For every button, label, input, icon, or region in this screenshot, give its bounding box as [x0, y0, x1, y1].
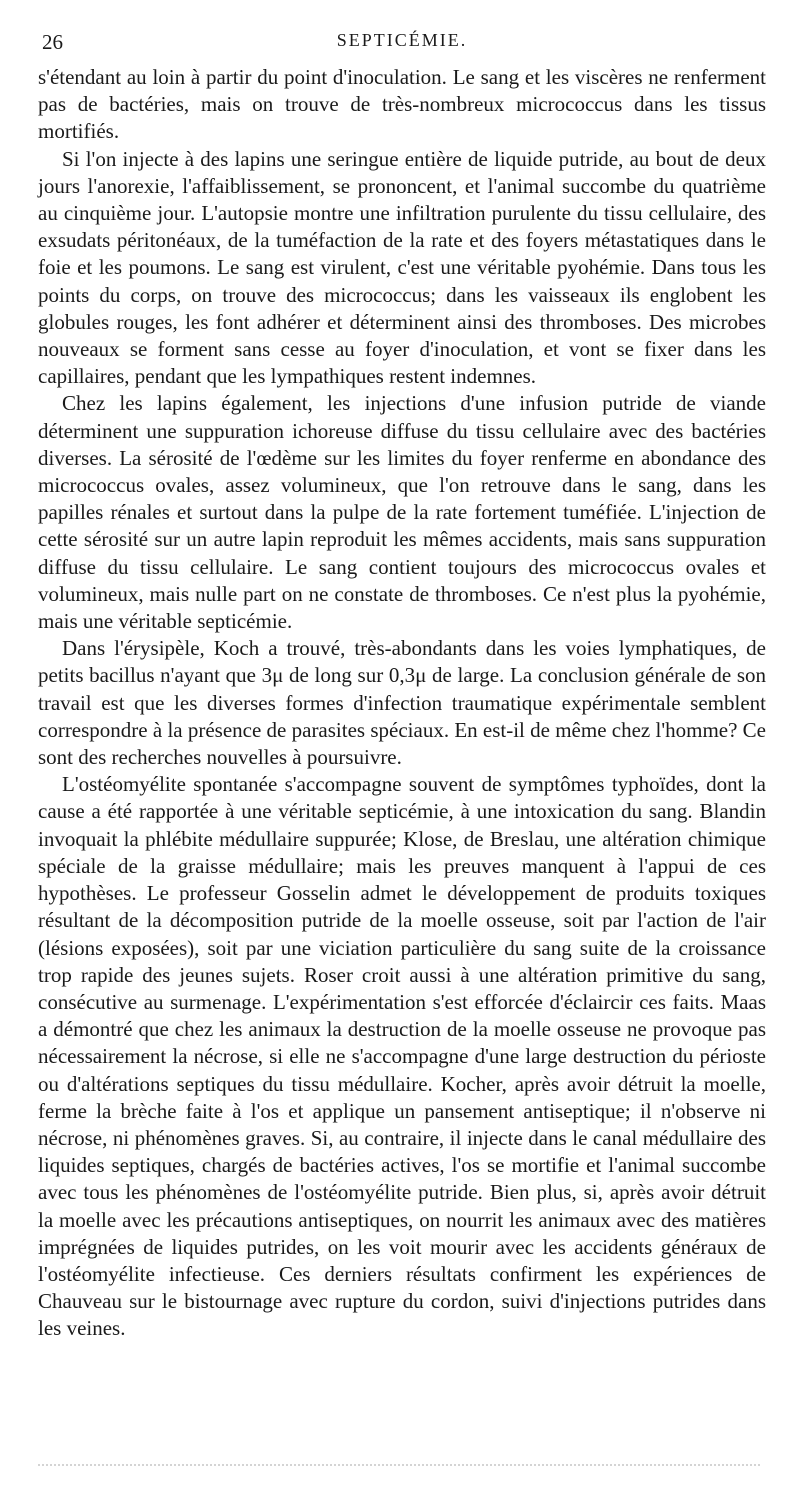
paragraph-continuation: s'étendant au loin à partir du point d'inoculation. Le sang et les viscères ne renferment pas de bactéries, mais on trouve de très-nombreux micrococcus dans les tissus mortifiés. — [38, 65, 766, 144]
paragraph-osteomyelite: L'ostéomyélite spontanée s'accompagne souvent de symptômes typhoïdes, dont la cause a été rapportée à une véritable septicémie, à une intoxication du sang. Blandin invoquait la phlébite médullaire suppurée; Klose, de Breslau, une altération chimique spéciale de la graisse médullaire; mais les preuves manquent à l'appui de ces hypothèses. Le professeur Gosselin admet le développement de produits toxiques résultant de la décomposition putride de la moelle osseuse, soit par l'action de l'air (lésions exposées), soit par une viciation particulière du sang suite de la croissance trop rapide des jeunes sujets. Roser croit aussi à une altération primitive du sang, consécutive au surmenage. L'expérimentation s'est efforcée d'éclaircir ces faits. Maas a démontré que chez les animaux la destruction de la moelle osseuse ne provoque pas nécessairement la nécrose, si elle ne s'accompagne d'une large destruction du périoste ou d'altérations septiques du tissu médullaire. Kocher, après avoir détruit la moelle, ferme la brèche faite à l'os et applique un pansement antiseptique; il n'observe ni nécrose, ni phénomènes graves. Si, au contraire, il injecte dans le canal médullaire des liquides septiques, chargés de bactéries actives, l'os se mortifie et l'animal succombe avec tous les phénomènes de l'ostéomyélite putride. Bien plus, si, après avoir détruit la moelle avec les précautions antiseptiques, on nourrit les animaux avec des matières imprégnées de liquides putrides, on les voit mourir avec les accidents généraux de l'ostéomyélite infectieuse. Ces derniers résultats confirment les expériences de Chauveau sur le bistournage avec rupture du cordon, suivi d'injections putrides dans les veines. — [38, 772, 766, 1341]
page-header — [38, 26, 766, 58]
paragraph-lapins-seringue: Si l'on injecte à des lapins une seringue entière de liquide putride, au bout de deux jours l'anorexie, l'affaiblissement, se prononcent, et l'animal succombe du quatrième au cinquième jour. L'autopsie montre une infiltration purulente du tissu cellulaire, des exsudats péritonéaux, de la tuméfaction de la rate et des foyers métastatiques dans le foie et les poumons. Le sang est virulent, c'est une véritable pyohémie. Dans tous les points du corps, on trouve des micrococcus; dans les vaisseaux ils englobent les globules rouges, les font adhérer et déterminent ainsi des thromboses. Des microbes nouveaux se forment sans cesse au foyer d'inoculation, et vont se fixer dans les capillaires, pendant que les lympathiques restent indemnes. — [38, 146, 766, 389]
page-number: 26 — [42, 30, 63, 54]
footer-artifact-line — [38, 1458, 760, 1466]
book-page — [38, 26, 766, 1343]
running-title: SEPTICÉMIE. — [336, 30, 468, 50]
paragraph-erysipele: Dans l'érysipèle, Koch a trouvé, très-abondants dans les voies lymphatiques, de petits bacillus n'ayant que 3μ de long sur 0,3μ de large. La conclusion générale de son travail est que les diverses formes d'infection traumatique expérimentale semblent correspondre à la présence de parasites spéciaux. En est-il de même chez l'homme? Ce sont des recherches nouvelles à poursuivre. — [38, 636, 766, 770]
body-text — [38, 64, 766, 1343]
paragraph-lapins-infusion: Chez les lapins également, les injections d'une infusion putride de viande déterminent une suppuration ichoreuse diffuse du tissu cellulaire avec des bactéries diverses. La sérosité de l'œdème sur les limites du foyer renferme en abondance des micrococcus ovales, assez volumineux, que l'on retrouve dans le sang, dans les papilles rénales et surtout dans la pulpe de la rate fortement tuméfiée. L'injection de cette sérosité sur un autre lapin reproduit les mêmes accidents, mais sans suppuration diffuse du tissu cellulaire. Le sang contient toujours des micrococcus ovales et volumineux, mais nulle part on ne constate de thromboses. Ce n'est plus la pyohémie, mais une véritable septicémie. — [38, 391, 766, 634]
